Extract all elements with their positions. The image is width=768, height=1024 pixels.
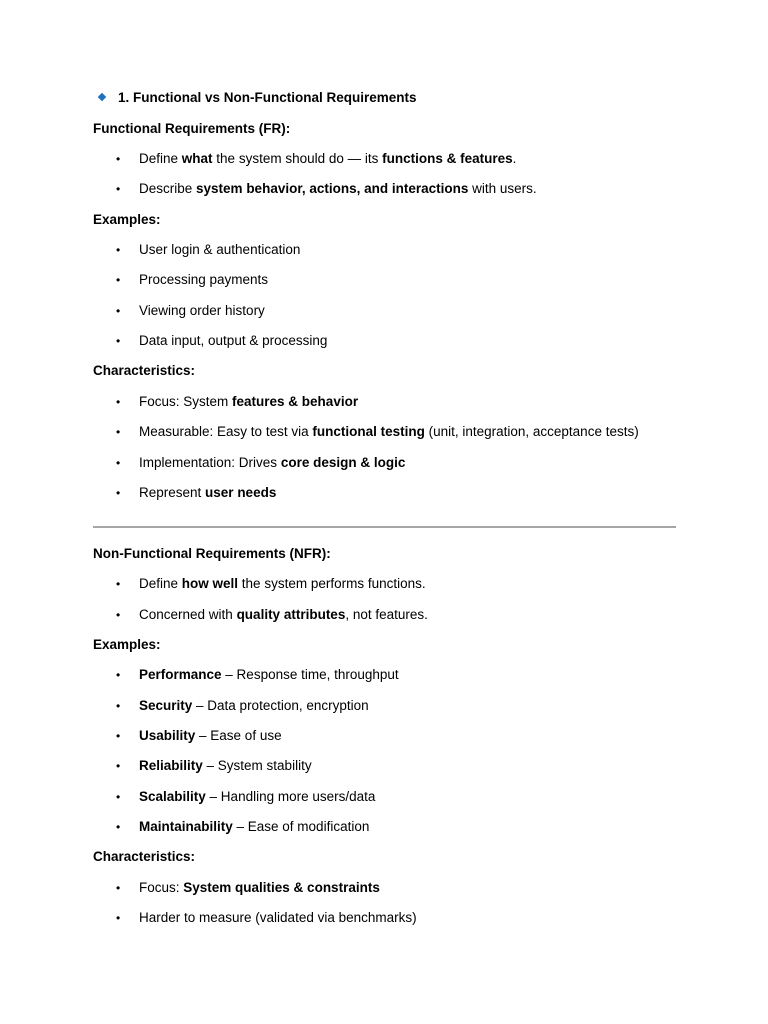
- nfr-example-item: Security – Data protection, encryption: [139, 698, 369, 713]
- nfr-example-item: Reliability – System stability: [139, 758, 312, 773]
- bullet-icon: •: [116, 820, 121, 834]
- fr-characteristic-item: Implementation: Drives core design & logic: [139, 455, 406, 470]
- fr-characteristics-heading: Characteristics:: [93, 363, 196, 378]
- bullet-icon: •: [116, 911, 121, 925]
- bullet-icon: •: [116, 152, 121, 166]
- nfr-definition-2: Concerned with quality attributes, not features.: [139, 607, 428, 622]
- bullet-icon: •: [116, 790, 121, 804]
- nfr-heading: Non-Functional Requirements (NFR):: [93, 546, 331, 561]
- fr-example-item: Viewing order history: [139, 303, 265, 318]
- fr-characteristic-item: Focus: System features & behavior: [139, 394, 359, 409]
- bullet-icon: •: [116, 608, 121, 622]
- fr-definition-2: Describe system behavior, actions, and interactions with users.: [139, 181, 537, 196]
- nfr-example-item: Scalability – Handling more users/data: [139, 789, 376, 804]
- nfr-definition-1: Define how well the system performs functions.: [139, 576, 426, 591]
- fr-example-item: Data input, output & processing: [139, 333, 328, 348]
- fr-heading: Functional Requirements (FR):: [93, 121, 291, 136]
- nfr-example-item: Maintainability – Ease of modification: [139, 819, 370, 834]
- bullet-icon: •: [116, 668, 121, 682]
- diamond-bullet-icon: [98, 93, 106, 101]
- bullet-icon: •: [116, 486, 121, 500]
- bullet-icon: •: [116, 304, 121, 318]
- nfr-characteristic-item: Focus: System qualities & constraints: [139, 880, 380, 895]
- fr-characteristic-item: Measurable: Easy to test via functional testing (unit, integration, acceptance tests): [139, 424, 639, 439]
- bullet-icon: •: [116, 759, 121, 773]
- bullet-icon: •: [116, 881, 121, 895]
- bullet-icon: •: [116, 729, 121, 743]
- nfr-characteristics-heading: Characteristics:: [93, 849, 196, 864]
- horizontal-divider: [93, 526, 676, 528]
- bullet-icon: •: [116, 577, 121, 591]
- bullet-icon: •: [116, 273, 121, 287]
- bullet-icon: •: [116, 425, 121, 439]
- fr-example-item: Processing payments: [139, 272, 269, 287]
- bullet-icon: •: [116, 699, 121, 713]
- nfr-example-item: Performance – Response time, throughput: [139, 667, 399, 682]
- section-heading: 1. Functional vs Non-Functional Requirements: [118, 90, 417, 105]
- bullet-icon: •: [116, 456, 121, 470]
- nfr-characteristic-item: Harder to measure (validated via benchmarks): [139, 910, 417, 925]
- fr-examples-heading: Examples:: [93, 212, 161, 227]
- bullet-icon: •: [116, 182, 121, 196]
- bullet-icon: •: [116, 243, 121, 257]
- bullet-icon: •: [116, 334, 121, 348]
- nfr-example-item: Usability – Ease of use: [139, 728, 282, 743]
- bullet-icon: •: [116, 395, 121, 409]
- fr-characteristic-item: Represent user needs: [139, 485, 277, 500]
- fr-definition-1: Define what the system should do — its functions & features.: [139, 151, 517, 166]
- nfr-examples-heading: Examples:: [93, 637, 161, 652]
- fr-example-item: User login & authentication: [139, 242, 301, 257]
